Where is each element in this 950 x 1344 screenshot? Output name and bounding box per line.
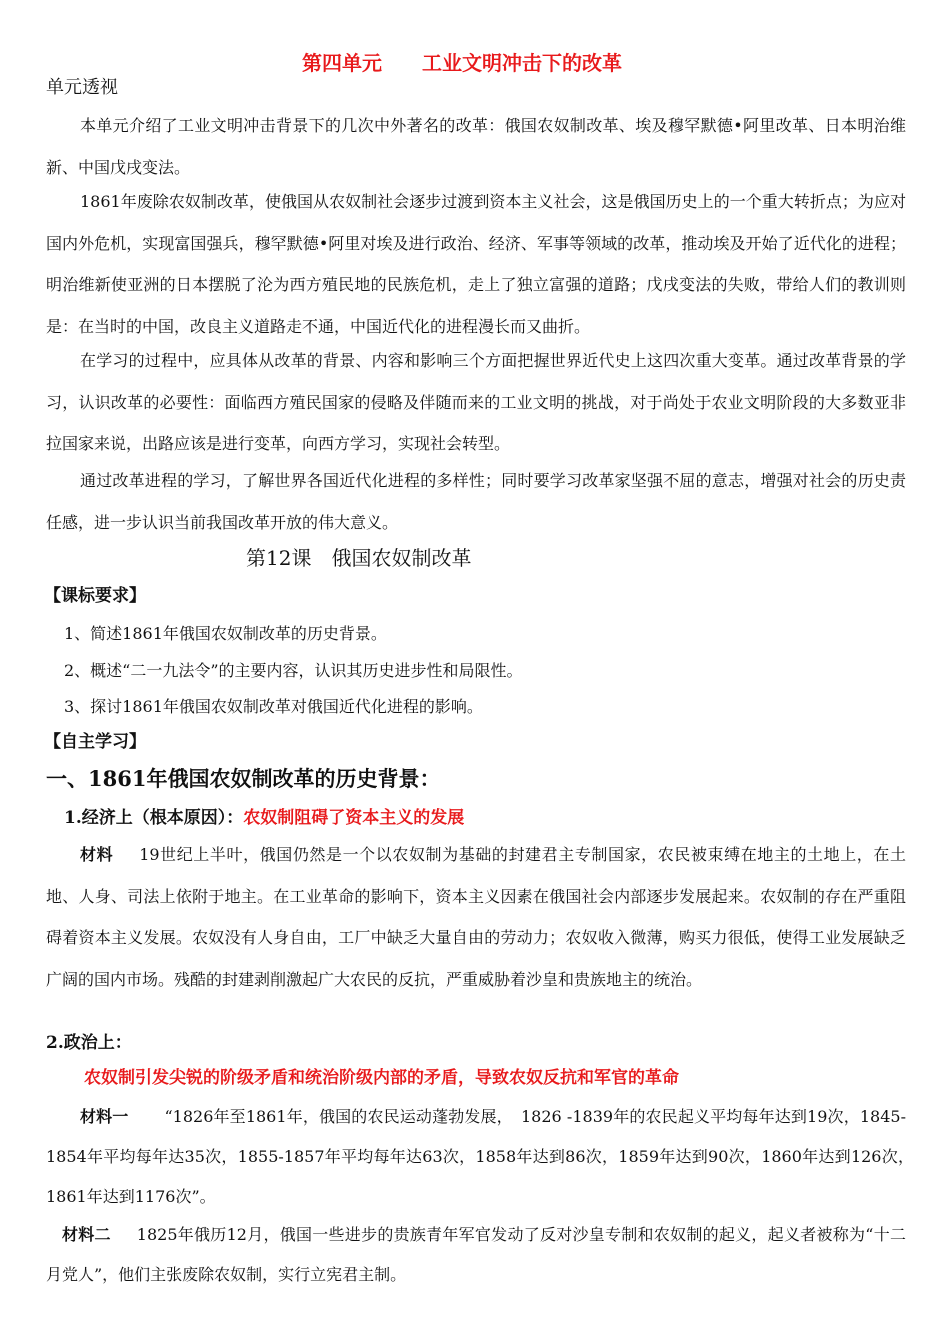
economic-label: 1.经济上（根本原因）： — [64, 808, 244, 828]
unit-preview-label: 单元透视 — [46, 77, 118, 98]
economic-subheading — [64, 806, 464, 830]
political-material-1-text: “1826年至1861年，俄国的农民运动蓬勃发展， 1826 -1839年的农民起义平均每年达到19次，1845-1854年平均每年达35次，1855-1857年平均每年达63次，1858年达到86次，1859年达到90次，1860年达到126次， 1861年达到1176次”。 — [46, 1107, 923, 1206]
political-point: 农奴制引发尖锐的阶级矛盾和统治阶级内部的矛盾，导致农奴反抗和军官的革命 — [84, 1068, 679, 1088]
intro-paragraph-4: 通过改革进程的学习，了解世界各国近代化进程的多样性；同时要学习改革家坚强不屈的意志，增强对社会的历史责任感，进一步认识当前我国改革开放的伟大意义。 — [46, 471, 906, 532]
standard-item-3: 3、探讨1861年俄国农奴制改革对俄国近代化进程的影响。 — [64, 697, 483, 716]
political-material-2 — [46, 1215, 906, 1295]
economic-material — [46, 834, 906, 1000]
political-material-1 — [46, 1097, 923, 1217]
intro-paragraph-3: 在学习的过程中，应具体从改革的背景、内容和影响三个方面把握世界近代史上这四次重大变革。通过改革背景的学习，认识改革的必要性：面临西方殖民国家的侵略及伴随而来的工业文明的挑战，对于尚处于农业文明阶段的大多数亚非拉国家来说，出路应该是进行变革，向西方学习，实现社会转型。 — [46, 351, 906, 453]
economic-material-text: 19世纪上半叶，俄国仍然是一个以农奴制为基础的封建君主专制国家，农民被束缚在地主的土地上，在土地、人身、司法上依附于地主。在工业革命的影响下，资本主义因素在俄国社会内部逐步发展起来。农奴制的存在严重阻碍着资本主义发展。农奴没有人身自由，工厂中缺乏大量自由的劳动力；农奴收入微薄，购买力很低，使得工业发展缺乏广阔的国内市场。残酷的封建剥削激起广大农民的反抗，严重威胁着沙皇和贵族地主的统治。 — [46, 845, 906, 989]
economic-point: 农奴制阻碍了资本主义的发展 — [243, 808, 465, 828]
lesson-title: 第12课 俄国农奴制改革 — [246, 546, 472, 570]
economic-material-label: 材料 — [80, 845, 114, 864]
political-material-1-label: 材料一 — [80, 1107, 129, 1126]
self-study-heading: 【自主学习】 — [44, 732, 146, 752]
intro-paragraph-1: 本单元介绍了工业文明冲击背景下的几次中外著名的改革：俄国农奴制改革、埃及穆罕默德•阿里改革、日本明治维新、中国戊戌变法。 — [46, 116, 906, 177]
political-material-2-text: 1825年俄历12月，俄国一些进步的贵族青年军官发动了反对沙皇专制和农奴制的起义，起义者被称为“十二月党人”，他们主张废除农奴制，实行立宪君主制。 — [46, 1225, 906, 1284]
standard-item-1: 1、简述1861年俄国农奴制改革的历史背景。 — [64, 624, 387, 643]
standard-item-2: 2、概述“二一九法令”的主要内容，认识其历史进步性和局限性。 — [64, 661, 523, 680]
section-heading-background: 一、1861年俄国农奴制改革的历史背景： — [46, 766, 441, 791]
standards-heading: 【课标要求】 — [44, 586, 146, 606]
unit-title: 第四单元 工业文明冲击下的改革 — [302, 51, 622, 75]
political-material-2-label: 材料二 — [62, 1225, 111, 1244]
political-subheading: 2.政治上： — [46, 1033, 132, 1053]
intro-paragraph-2: 1861年废除农奴制改革，使俄国从农奴制社会逐步过渡到资本主义社会，这是俄国历史上的一个重大转折点；为应对国内外危机，实现富国强兵，穆罕默德•阿里对埃及进行政治、经济、军事等领域的改革，推动埃及开始了近代化的进程；明治维新使亚洲的日本摆脱了沦为西方殖民地的民族危机，走上了独立富强的道路；戊戌变法的失败，带给人们的教训则是：在当时的中国，改良主义道路走不通，中国近代化的进程漫长而又曲折。 — [46, 192, 906, 336]
